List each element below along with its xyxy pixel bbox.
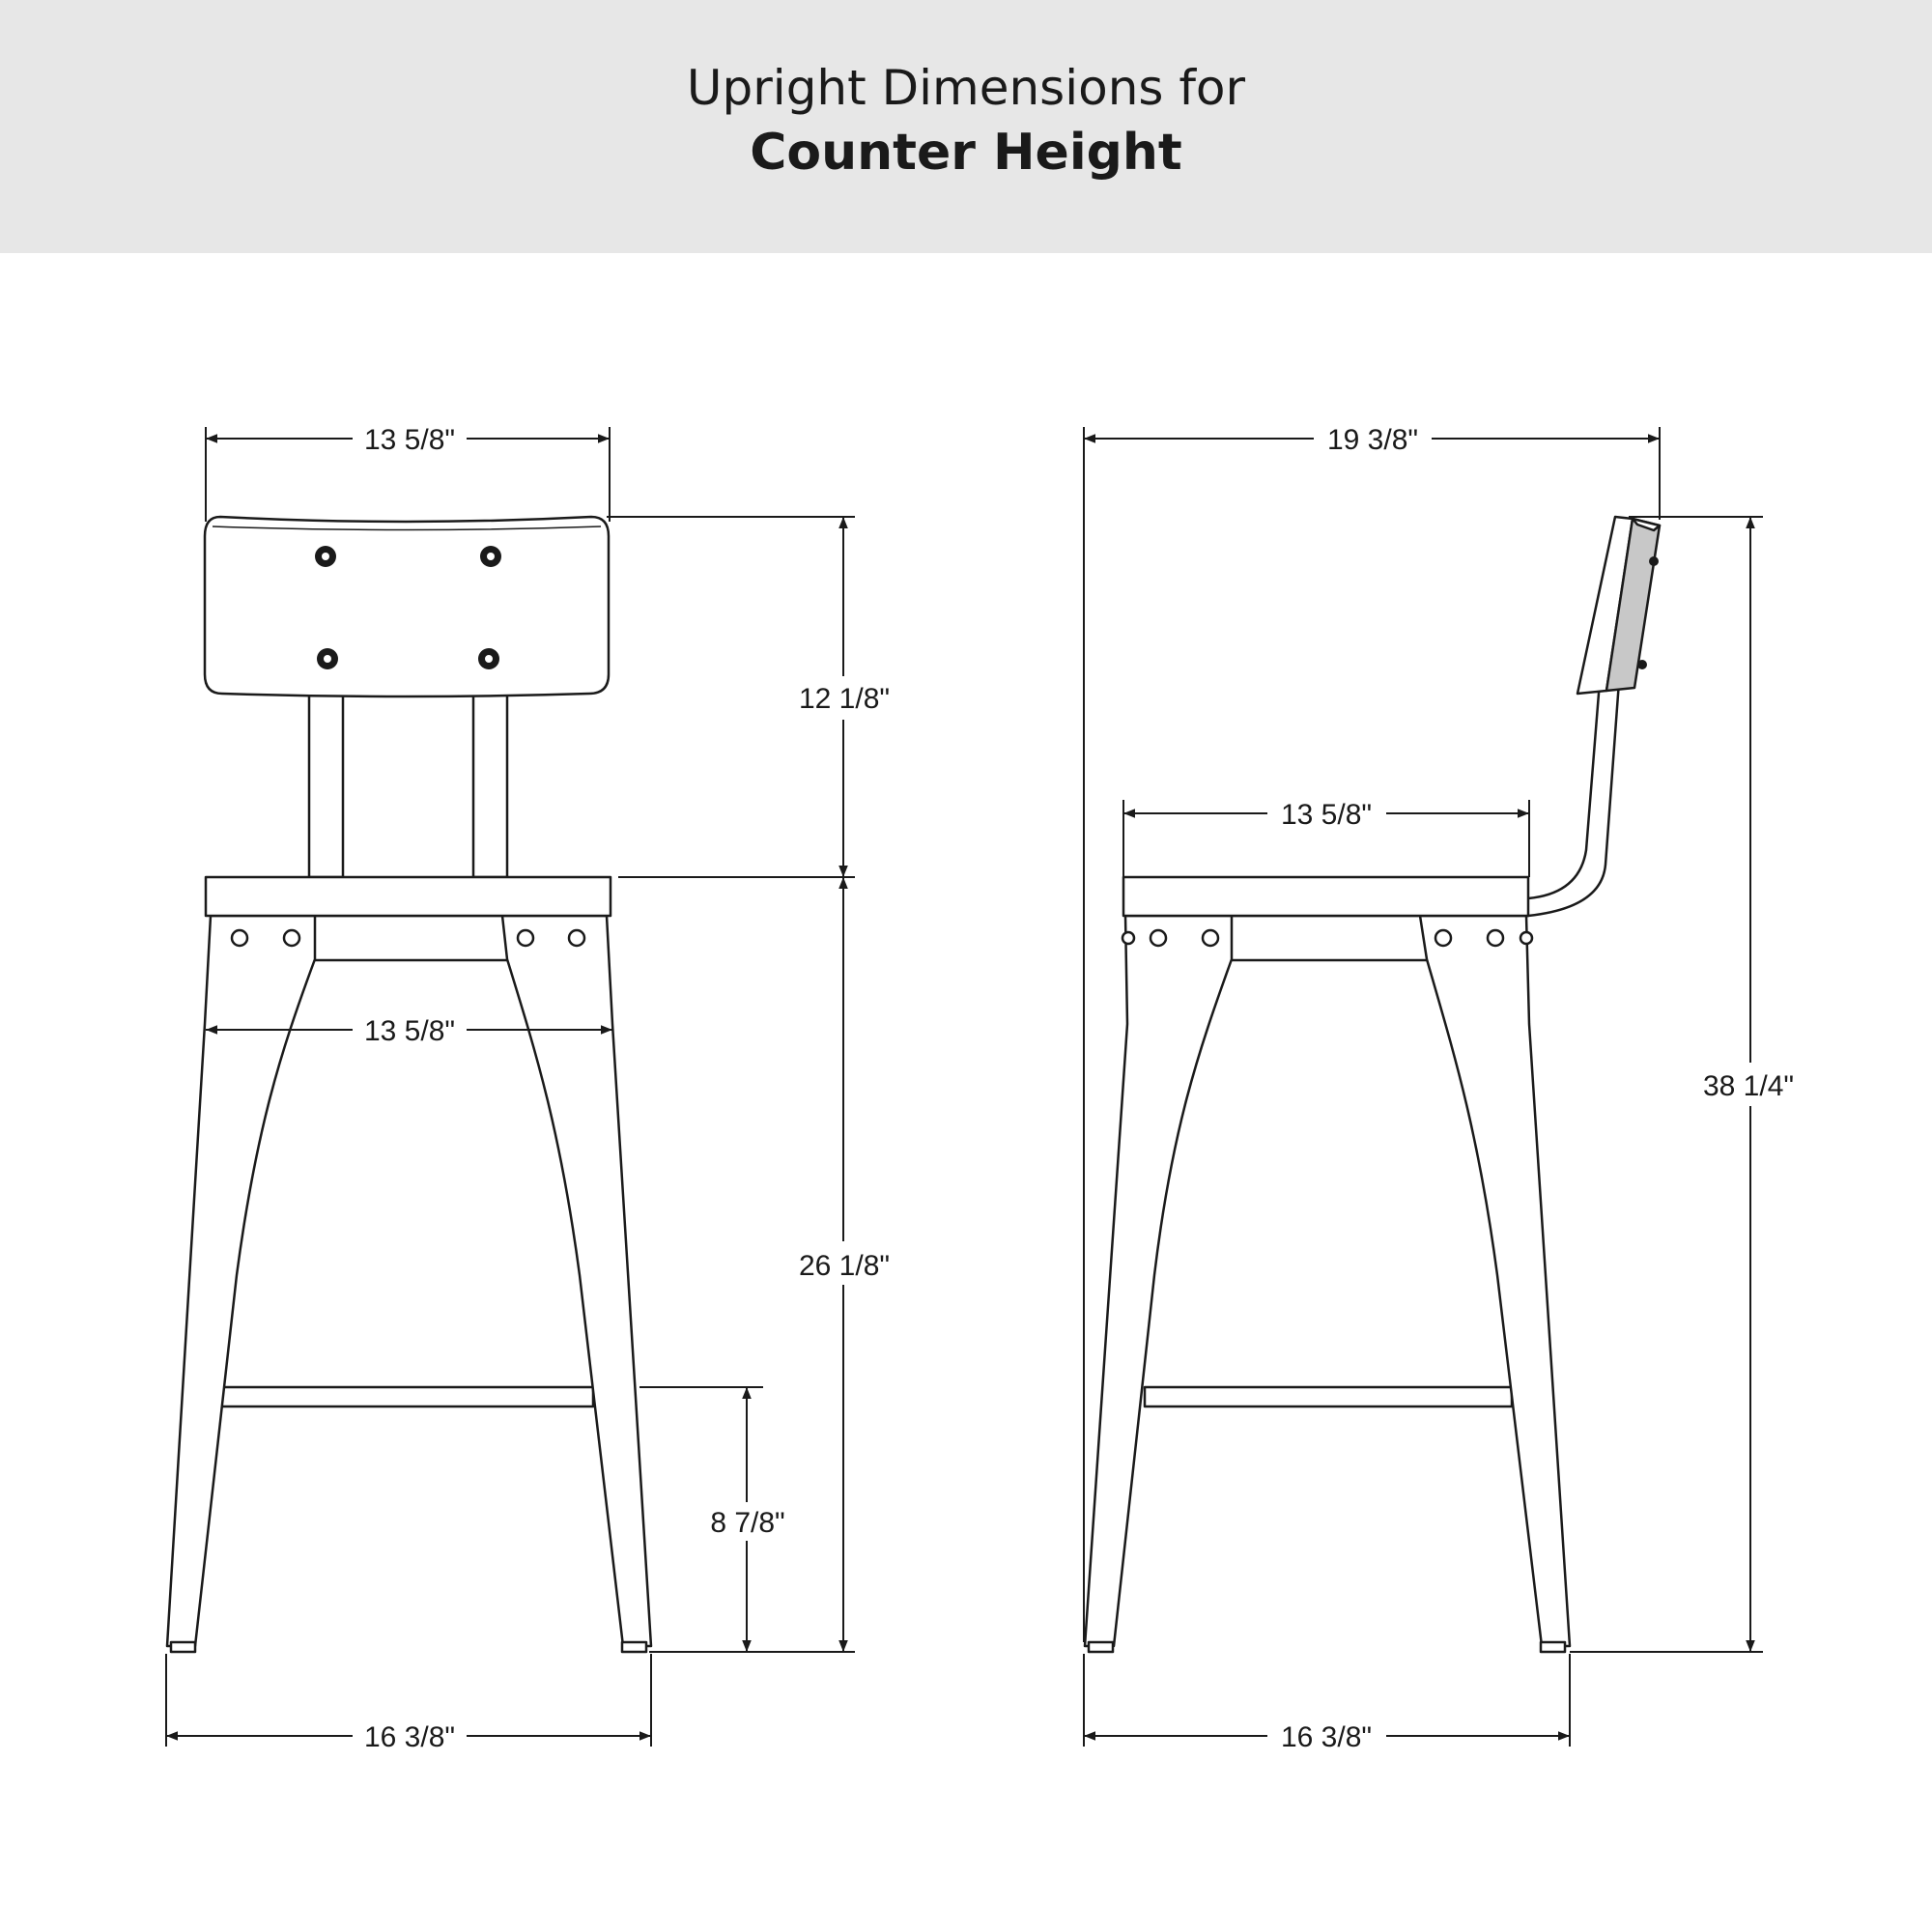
dim-side-overall-height: 38 1/4" — [1702, 1070, 1795, 1102]
dim-side-base-depth: 16 3/8" — [1280, 1721, 1373, 1753]
dim-front-backrest-height: 12 1/8" — [798, 683, 891, 715]
front-seat — [206, 877, 611, 916]
front-view — [167, 517, 651, 1652]
dim-front-backrest-width: 13 5/8" — [363, 424, 456, 456]
front-leg-left — [167, 916, 315, 1646]
side-leg-left — [1085, 916, 1232, 1646]
side-footrest — [1145, 1387, 1512, 1406]
side-apron — [1227, 916, 1430, 960]
front-footrest — [220, 1387, 593, 1406]
title-line-2: Counter Height — [750, 124, 1182, 182]
dim-front-seat-inner-width: 13 5/8" — [363, 1015, 456, 1047]
front-backrest-panel — [205, 517, 609, 696]
dim-front-seat-height: 26 1/8" — [798, 1250, 891, 1282]
front-back-post-right — [473, 694, 507, 877]
front-leg-right — [502, 916, 651, 1646]
side-leg-right — [1420, 916, 1570, 1646]
dim-front-base-width: 16 3/8" — [363, 1721, 456, 1753]
dim-front-footrest-height: 8 7/8" — [710, 1507, 785, 1539]
dim-side-seat-depth: 13 5/8" — [1280, 799, 1373, 831]
side-view — [1085, 517, 1660, 1652]
title-line-1: Upright Dimensions for — [686, 60, 1246, 116]
front-back-post-left — [309, 694, 343, 877]
front-apron — [309, 916, 512, 960]
dim-side-overall-depth: 19 3/8" — [1326, 424, 1419, 456]
side-seat — [1123, 877, 1528, 916]
